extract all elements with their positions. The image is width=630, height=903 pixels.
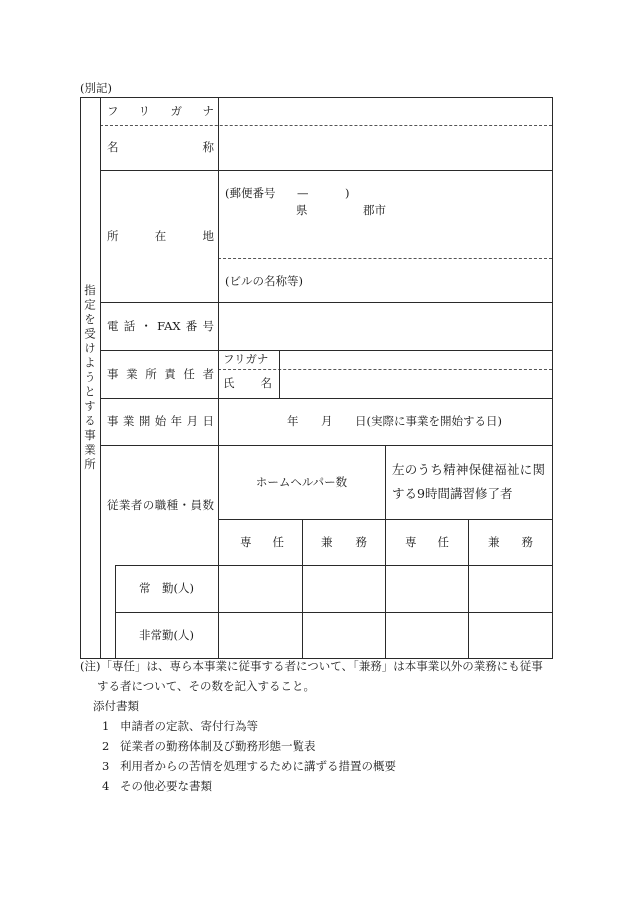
trained-count-header-text: 左のうち精神保健福祉に関する9時間講習修了者 bbox=[392, 462, 545, 501]
postal-code-dash: — bbox=[297, 186, 309, 200]
fulltime-header: 専任 bbox=[240, 535, 284, 549]
fulltime-header: 専任 bbox=[405, 535, 449, 549]
attachment-number: 4 bbox=[102, 779, 110, 793]
manager-name-field[interactable] bbox=[280, 370, 551, 398]
start-date-label: 事業開始年月日 bbox=[107, 414, 214, 428]
concurrent-header: 兼務 bbox=[321, 535, 367, 549]
appendix-label: (別記) bbox=[80, 81, 112, 95]
concurrent-trained-field[interactable] bbox=[469, 566, 551, 612]
building-name-label: (ビルの名称等) bbox=[225, 274, 303, 288]
concurrent-helpers-field[interactable] bbox=[303, 613, 385, 658]
note-line: する者について、その数を記入すること。 bbox=[97, 679, 316, 693]
fulltime-trained-field[interactable] bbox=[386, 566, 468, 612]
fulltime-helpers-field[interactable] bbox=[219, 566, 302, 612]
fulltime-helpers-field[interactable] bbox=[219, 613, 302, 658]
attachment-text: 従業者の勤務体制及び勤務形態一覧表 bbox=[120, 739, 316, 753]
phone-fax-field[interactable] bbox=[219, 303, 551, 350]
note-line: (注)「専任」は、専ら本事業に従事する者について、「兼務」は本事業以外の業務にも従事 bbox=[80, 659, 543, 673]
parttime-staff-row-label: 非常勤(人) bbox=[139, 628, 194, 642]
furigana-field[interactable] bbox=[219, 98, 551, 125]
county-city-label: 郡市 bbox=[363, 203, 386, 217]
attachments-title: 添付書類 bbox=[93, 699, 139, 713]
fulltime-trained-field[interactable] bbox=[386, 613, 468, 658]
start-date-day-note: 日(実際に事業を開始する日) bbox=[355, 414, 502, 428]
manager-name-label: 氏名 bbox=[223, 376, 272, 390]
side-label: 指定を受けようとする事業所 bbox=[83, 284, 97, 473]
concurrent-header: 兼務 bbox=[488, 535, 533, 549]
attachment-number: 2 bbox=[102, 739, 110, 753]
attachment-number: 3 bbox=[102, 759, 110, 773]
trained-count-header bbox=[392, 445, 545, 519]
attachment-text: 申請者の定款、寄付行為等 bbox=[120, 719, 258, 733]
manager-label: 事業所責任者 bbox=[107, 367, 214, 381]
table-rule-vertical bbox=[100, 97, 101, 658]
attachment-text: 利用者からの苦情を処理するために講ずる措置の概要 bbox=[120, 759, 396, 773]
address-label: 所在地 bbox=[107, 229, 214, 243]
concurrent-helpers-field[interactable] bbox=[303, 566, 385, 612]
helpers-count-header: ホームヘルパー数 bbox=[255, 475, 348, 489]
manager-furigana-field[interactable] bbox=[280, 351, 551, 369]
name-label: 名称 bbox=[107, 140, 214, 154]
start-date-year-label: 年 bbox=[287, 414, 299, 428]
phone-fax-label: 電話・FAX番号 bbox=[107, 319, 214, 333]
attachment-number: 1 bbox=[102, 719, 110, 733]
prefecture-label: 県 bbox=[296, 203, 308, 217]
concurrent-trained-field[interactable] bbox=[469, 613, 551, 658]
furigana-label: フリガナ bbox=[107, 104, 214, 118]
manager-furigana-label: フリガナ bbox=[223, 352, 269, 366]
fulltime-staff-row-label: 常 勤(人) bbox=[139, 581, 194, 595]
postal-code-label: (郵便番号 bbox=[225, 186, 276, 200]
postal-code-close: ) bbox=[345, 186, 350, 200]
start-date-month-label: 月 bbox=[321, 414, 333, 428]
staff-label: 従業者の職種・員数 bbox=[107, 498, 214, 512]
name-field[interactable] bbox=[219, 126, 551, 170]
attachment-text: その他必要な書類 bbox=[120, 779, 212, 793]
